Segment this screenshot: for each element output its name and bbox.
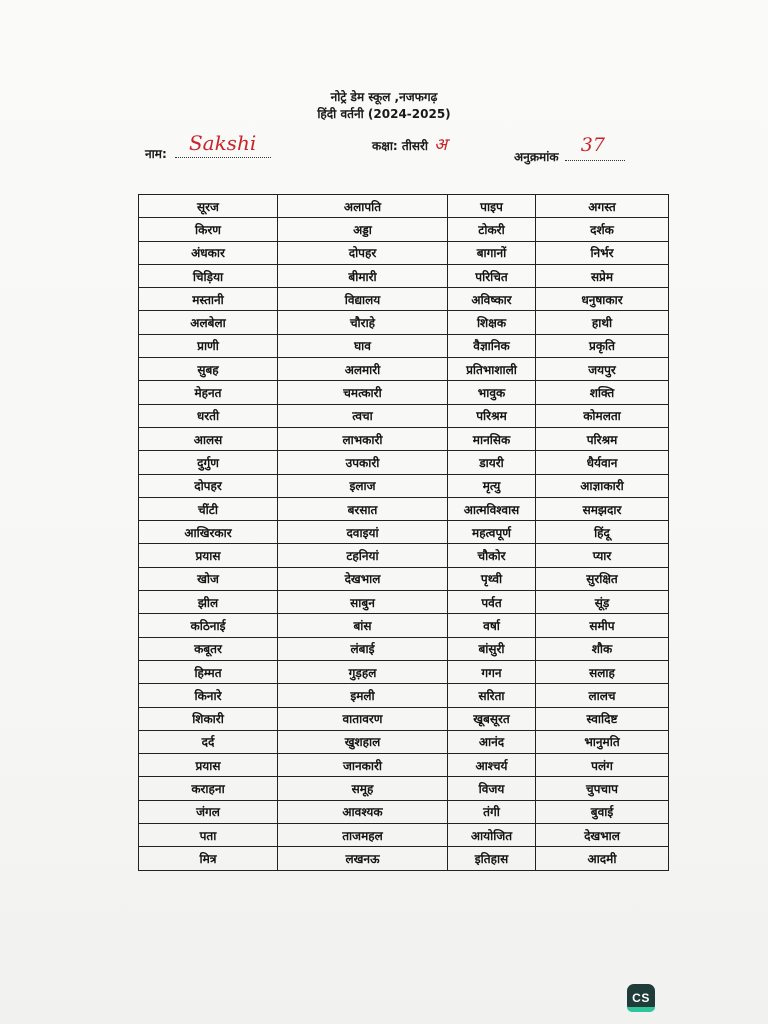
word-cell: बांसुरी	[448, 637, 536, 660]
word-cell: साबुन	[278, 591, 448, 614]
word-cell: चुपचाप	[536, 777, 669, 800]
table-row	[139, 800, 669, 823]
word-cell: विजय	[448, 777, 536, 800]
word-cell: घाव	[278, 334, 448, 357]
word-cell: पृथ्वी	[448, 567, 536, 590]
word-cell: चमत्कारी	[278, 381, 448, 404]
word-cell: इलाज	[278, 474, 448, 497]
word-cell: परिश्रम	[448, 404, 536, 427]
word-cell: कराहना	[139, 777, 278, 800]
word-cell: सप्रेम	[536, 264, 669, 287]
word-cell: शिकारी	[139, 707, 278, 730]
word-cell: सुरक्षित	[536, 567, 669, 590]
word-cell: सलाह	[536, 660, 669, 683]
table-row	[139, 591, 669, 614]
word-cell: आज्ञाकारी	[536, 474, 669, 497]
word-cell: इमली	[278, 684, 448, 707]
word-cell: पता	[139, 824, 278, 847]
word-cell: धैर्यवान	[536, 451, 669, 474]
word-cell: चींटी	[139, 497, 278, 520]
word-cell: सूरज	[139, 195, 278, 218]
word-cell: प्रतिभाशाली	[448, 358, 536, 381]
school-name: नोट्रे डेम स्कूल ,नजफगढ़	[330, 90, 438, 104]
word-cell: आवश्यक	[278, 800, 448, 823]
word-cell: अविष्कार	[448, 288, 536, 311]
word-cell: विद्यालय	[278, 288, 448, 311]
word-cell: अलबेला	[139, 311, 278, 334]
word-cell: आश्चर्य	[448, 754, 536, 777]
word-cell: अलमारी	[278, 358, 448, 381]
word-cell: सूंड़	[536, 591, 669, 614]
table-row	[139, 358, 669, 381]
word-cell: चौराहे	[278, 311, 448, 334]
word-cell: वैज्ञानिक	[448, 334, 536, 357]
word-cell: बुवाई	[536, 800, 669, 823]
class-label: कक्षा: तीसरी	[372, 139, 428, 153]
table-row	[139, 264, 669, 287]
word-cell: खोज	[139, 567, 278, 590]
word-cell: आखिरकार	[139, 521, 278, 544]
table-row	[139, 288, 669, 311]
word-cell: आलस	[139, 427, 278, 450]
word-cell: देखभाल	[278, 567, 448, 590]
table-row	[139, 754, 669, 777]
table-row	[139, 847, 669, 870]
table-row	[139, 334, 669, 357]
word-cell: खूबसूरत	[448, 707, 536, 730]
word-cell: समीप	[536, 614, 669, 637]
word-cell: मानसिक	[448, 427, 536, 450]
word-cell: जंगल	[139, 800, 278, 823]
word-cell: दर्शक	[536, 218, 669, 241]
class-field	[372, 132, 447, 155]
word-cell: टहनियां	[278, 544, 448, 567]
word-cell: स्वादिष्ट	[536, 707, 669, 730]
table-row	[139, 684, 669, 707]
word-cell: लालच	[536, 684, 669, 707]
word-cell: खुशहाल	[278, 730, 448, 753]
word-cell: शक्ति	[536, 381, 669, 404]
word-cell: बागानों	[448, 241, 536, 264]
roll-number-field	[514, 134, 625, 165]
word-cell: शिक्षक	[448, 311, 536, 334]
table-row	[139, 777, 669, 800]
word-cell: मेहनत	[139, 381, 278, 404]
word-cell: बांस	[278, 614, 448, 637]
word-cell: लाभकारी	[278, 427, 448, 450]
word-cell: प्रकृति	[536, 334, 669, 357]
roll-number-label: अनुक्रमांक	[514, 150, 559, 164]
word-cell: मृत्यु	[448, 474, 536, 497]
word-cell: लखनऊ	[278, 847, 448, 870]
table-row	[139, 218, 669, 241]
word-cell: शौक	[536, 637, 669, 660]
word-cell: प्रयास	[139, 544, 278, 567]
word-cell: किनारे	[139, 684, 278, 707]
word-cell: टोकरी	[448, 218, 536, 241]
word-cell: पर्वत	[448, 591, 536, 614]
word-cell: सुबह	[139, 358, 278, 381]
word-cell: समझदार	[536, 497, 669, 520]
word-cell: जानकारी	[278, 754, 448, 777]
word-cell: दवाइयां	[278, 521, 448, 544]
word-cell: बरसात	[278, 497, 448, 520]
word-cell: वातावरण	[278, 707, 448, 730]
word-cell: अगस्त	[536, 195, 669, 218]
table-row	[139, 311, 669, 334]
table-row	[139, 427, 669, 450]
word-cell: अलापति	[278, 195, 448, 218]
word-cell: धरती	[139, 404, 278, 427]
table-row	[139, 824, 669, 847]
table-row	[139, 707, 669, 730]
word-cell: देखभाल	[536, 824, 669, 847]
class-value-handwritten: अ	[434, 135, 448, 155]
word-cell: महत्वपूर्ण	[448, 521, 536, 544]
word-cell: अंधकार	[139, 241, 278, 264]
name-value-handwritten: Sakshi	[188, 131, 257, 155]
roll-number-value-handwritten: 37	[580, 134, 605, 156]
word-cell: आयोजित	[448, 824, 536, 847]
word-cell: हिम्मत	[139, 660, 278, 683]
word-cell: चिड़िया	[139, 264, 278, 287]
word-table-body	[139, 195, 669, 871]
document-header	[0, 88, 768, 123]
table-row	[139, 404, 669, 427]
table-row	[139, 497, 669, 520]
word-cell: आदमी	[536, 847, 669, 870]
word-cell: डायरी	[448, 451, 536, 474]
word-cell: अड्डा	[278, 218, 448, 241]
word-cell: कठिनाई	[139, 614, 278, 637]
word-cell: प्रयास	[139, 754, 278, 777]
word-cell: परिचित	[448, 264, 536, 287]
table-row	[139, 567, 669, 590]
word-cell: दर्द	[139, 730, 278, 753]
word-cell: बीमारी	[278, 264, 448, 287]
table-row	[139, 241, 669, 264]
word-cell: लंबाई	[278, 637, 448, 660]
word-cell: दोपहर	[278, 241, 448, 264]
table-row	[139, 730, 669, 753]
word-cell: धनुषाकार	[536, 288, 669, 311]
word-cell: कोमलता	[536, 404, 669, 427]
table-row	[139, 474, 669, 497]
word-cell: उपकारी	[278, 451, 448, 474]
word-cell: ताजमहल	[278, 824, 448, 847]
word-cell: मस्तानी	[139, 288, 278, 311]
word-cell: भावुक	[448, 381, 536, 404]
word-cell: वर्षा	[448, 614, 536, 637]
word-cell: सरिता	[448, 684, 536, 707]
word-cell: निर्भर	[536, 241, 669, 264]
word-cell: इतिहास	[448, 847, 536, 870]
name-label: नाम:	[145, 147, 167, 161]
camscanner-logo-icon: CS	[627, 984, 655, 1012]
word-cell: जयपुर	[536, 358, 669, 381]
word-cell: आत्मविश्वास	[448, 497, 536, 520]
word-cell: गगन	[448, 660, 536, 683]
word-cell: आनंद	[448, 730, 536, 753]
table-row	[139, 195, 669, 218]
word-cell: त्वचा	[278, 404, 448, 427]
word-cell: हाथी	[536, 311, 669, 334]
word-cell: कबूतर	[139, 637, 278, 660]
table-row	[139, 381, 669, 404]
word-cell: दोपहर	[139, 474, 278, 497]
word-cell: दुर्गुण	[139, 451, 278, 474]
name-dotted-line	[175, 131, 271, 158]
table-row	[139, 451, 669, 474]
spelling-word-table	[138, 194, 669, 871]
word-cell: प्यार	[536, 544, 669, 567]
word-cell: हिंदू	[536, 521, 669, 544]
word-cell: भानुमति	[536, 730, 669, 753]
table-row	[139, 660, 669, 683]
word-cell: प्राणी	[139, 334, 278, 357]
name-field	[145, 131, 271, 162]
word-cell: परिश्रम	[536, 427, 669, 450]
table-row	[139, 544, 669, 567]
word-cell: झील	[139, 591, 278, 614]
table-row	[139, 637, 669, 660]
worksheet-subtitle: हिंदी वर्तनी (2024-2025)	[317, 107, 451, 121]
word-cell: पलंग	[536, 754, 669, 777]
word-cell: गुड़हल	[278, 660, 448, 683]
word-cell: तंगी	[448, 800, 536, 823]
roll-number-dotted-line	[565, 134, 625, 161]
word-cell: चौकोर	[448, 544, 536, 567]
table-row	[139, 614, 669, 637]
table-row	[139, 521, 669, 544]
word-cell: मित्र	[139, 847, 278, 870]
word-cell: किरण	[139, 218, 278, 241]
word-cell: समूह	[278, 777, 448, 800]
word-cell: पाइप	[448, 195, 536, 218]
